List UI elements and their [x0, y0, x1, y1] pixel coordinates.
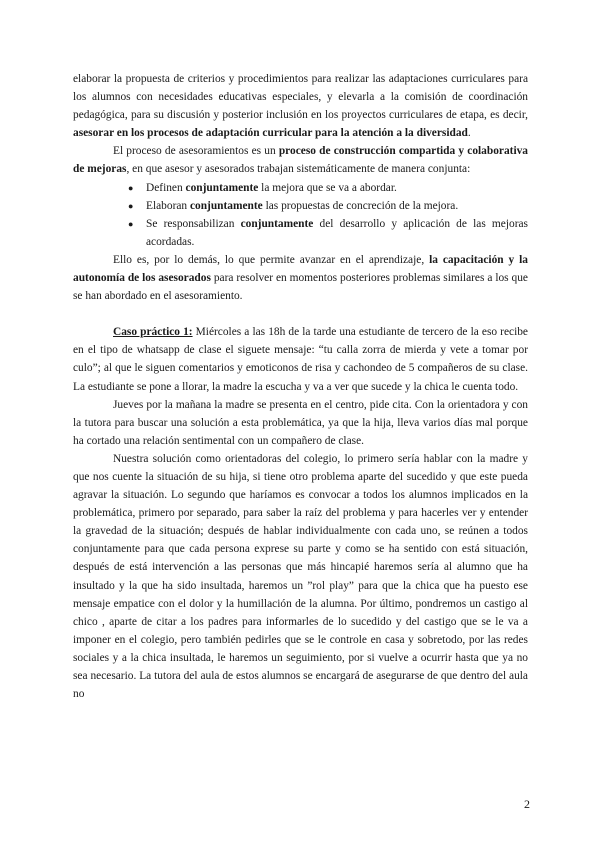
bullet-icon: ● — [128, 182, 134, 193]
bold-phrase: la capacitación y la autonomía de los asesorados — [73, 253, 528, 285]
paragraph-process: El proceso de asesoramientos es un proceso de construcción compartida y colaborativa de mejoras, en que asesor y asesorados trabajan sistemáticamente de manera conjunta: — [73, 145, 528, 176]
bold-phrase: proceso de construcción compartida y colaborativa de mejoras — [73, 145, 528, 176]
list-item: ● Definen conjuntamente la mejora que se va a abordar. — [128, 179, 528, 197]
page-body — [73, 70, 528, 703]
paragraph-case-study: Caso práctico 1: Miércoles a las 18h de la tarde una estudiante de tercero de la eso recibe en el tipo de whatsapp de clase el siguete mensaje: “tu calla zorra de mierda y vete a tomar por culo”; al que le siguen comentarios y emoticonos de risa y cachondeo de 5 compañeros de su clase. La estudiante se pone a llorar, la madre la escucha y va a ver que sucede y la chica le cuenta todo. — [73, 326, 528, 393]
bullet-list — [73, 179, 528, 251]
paragraph-capacitation: Ello es, por lo demás, lo que permite avanzar en el aprendizaje, la capacitación y la autonomía de los asesorados para resolver en momentos posteriores problemas similares a los que se han abordado en el asesoramiento. — [73, 253, 528, 303]
list-item: ● Elaboran conjuntamente las propuestas de concreción de la mejora. — [128, 197, 528, 215]
bullet-icon: ● — [128, 200, 134, 211]
spacer — [73, 305, 528, 323]
bullet-icon: ● — [128, 218, 134, 229]
paragraph-solution: Nuestra solución como orientadoras del colegio, lo primero sería hablar con la madre y que nos cuente la situación de su hija, si tiene otro problema aparte del sucedido y que este pueda agravar la situación. Lo segundo que haríamos es convocar a todos los alumnos implicados en la problemática, primero por separado, para saber la raíz del problema y para hacerles ver y entender la gravedad de la situación; después de hablar individualmente con cada uno, se reúnen a todos conjuntamente para que cada persona exprese su parte y como se ha sentido con está situación, después de está intervención a las personas que más hincapié haremos sería al alumno que ha insultado y la que ha sido insultada, haremos un ”rol play” para que la chica que ha puesto ese mensaje empatice con el dolor y la humillación de la alumna. Por último, pondremos un castigo al chico , aparte de citar a los padres para informarles de lo sucedido y del castigo que se le va a imponer en el colegio, pero también pedirles que se le controle en casa y sobretodo, por las redes sociales y a la chica insultada, le haremos un seguimiento, por si vuelve a ocurrir hasta que ya no sea necesario. La tutora del aula de estos alumnos se encargará de asegurarse de que dentro del aula no — [73, 452, 528, 701]
list-item: ● Se responsabilizan conjuntamente del desarrollo y aplicación de las mejoras acordadas. — [128, 215, 528, 251]
paragraph-adaptations: elaborar la propuesta de criterios y procedimientos para realizar las adaptaciones curriculares para los alumnos con necesidades educativas especiales, y elevarla a la comisión de coordinación pedagógica, para su discusión y posterior inclusión en los proyectos curriculares de etapa, es decir, asesorar en los procesos de adaptación curricular para la atención a la diversidad. — [73, 73, 528, 140]
paragraph-thursday: Jueves por la mañana la madre se presenta en el centro, pide cita. Con la orientadora y con la tutora para buscar una solución a esta problemática, ya que la hija, lleva varios días mal porque ha cortado una relación sentimental con un compañero de clase. — [73, 398, 528, 447]
bold-phrase: asesorar en los procesos de adaptación curricular para la atención a la diversidad — [73, 127, 468, 140]
case-study-title: Caso práctico 1: — [113, 326, 193, 339]
page-number: 2 — [524, 797, 530, 811]
